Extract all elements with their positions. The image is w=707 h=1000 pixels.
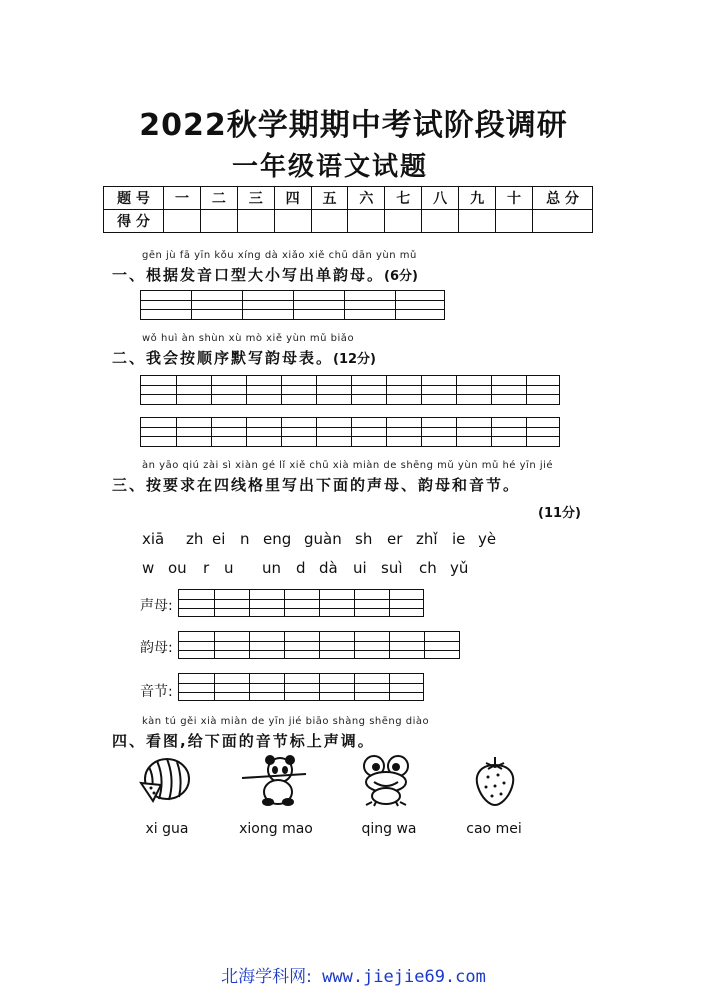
q3-pinyin: àn yāo qiú zài sì xiàn gé lǐ xiě chū xià miàn de shēng mǔ yùn mǔ hé yīn jié — [142, 460, 554, 471]
pinyin-item: ei — [212, 530, 226, 548]
score-cell[interactable] — [237, 210, 274, 233]
score-cell[interactable] — [274, 210, 311, 233]
pinyin-item: suì — [381, 559, 403, 577]
q3-text: 三、按要求在四线格里写出下面的声母、韵母和音节。 — [112, 476, 521, 494]
q3-score: (11分) — [538, 506, 581, 521]
q1-writing-grid[interactable] — [140, 290, 445, 320]
pinyin-item: n — [240, 530, 250, 548]
pinyin-item: zh — [186, 530, 204, 548]
q2-writing-grid-1[interactable] — [140, 375, 560, 405]
score-header-cell: 总 分 — [533, 187, 593, 210]
score-table-header-row — [104, 187, 593, 210]
pinyin-item: yè — [478, 530, 497, 548]
pinyin-item: r — [203, 559, 210, 577]
pinyin-item: ie — [452, 530, 466, 548]
pinyin-item: xiā — [142, 530, 165, 548]
footer-site-url[interactable]: www.jiejie69.com — [322, 967, 486, 987]
score-row-label: 得 分 — [104, 210, 164, 233]
q2-score: (12分) — [333, 352, 376, 367]
q3-grid-syllables[interactable] — [178, 673, 424, 701]
q2-text: 二、我会按顺序默写韵母表。 — [112, 349, 334, 367]
pinyin-item: un — [262, 559, 282, 577]
score-cell[interactable] — [164, 210, 201, 233]
q4-text: 四、看图,给下面的音节标上声调。 — [112, 732, 375, 750]
score-header-cell: 九 — [459, 187, 496, 210]
score-cell[interactable] — [533, 210, 593, 233]
watermelon-icon — [135, 755, 195, 805]
q2-pinyin: wǒ huì àn shùn xù mò xiě yùn mǔ biǎo — [142, 333, 355, 344]
pinyin-item: ch — [419, 559, 437, 577]
score-table — [103, 186, 593, 233]
q1-heading — [112, 264, 418, 285]
score-header-cell: 题 号 — [104, 187, 164, 210]
score-table-score-row — [104, 210, 593, 233]
q3-label-syllables: 音节: — [140, 684, 173, 700]
q1-pinyin: gēn jù fā yīn kǒu xíng dà xiǎo xiě chū dān yùn mǔ — [142, 250, 417, 261]
q2-heading — [112, 347, 376, 368]
score-cell[interactable] — [311, 210, 348, 233]
score-header-cell: 四 — [274, 187, 311, 210]
pinyin-item: guàn — [304, 530, 342, 548]
frog-icon — [356, 752, 416, 807]
pinyin-item: ui — [353, 559, 367, 577]
pinyin-item: yǔ — [450, 559, 469, 577]
score-cell[interactable] — [348, 210, 385, 233]
footer-watermark — [0, 962, 707, 987]
score-header-cell: 十 — [496, 187, 533, 210]
score-cell[interactable] — [496, 210, 533, 233]
q3-label-initials: 声母: — [140, 598, 173, 614]
q4-caption: cao mei — [466, 821, 522, 837]
score-header-cell: 二 — [200, 187, 237, 210]
q3-pinyin-row-1 — [0, 530, 707, 550]
score-header-cell: 一 — [164, 187, 201, 210]
q3-pinyin-row-2 — [0, 559, 707, 579]
score-header-cell: 八 — [422, 187, 459, 210]
pinyin-item: ou — [168, 559, 187, 577]
pinyin-item: w — [142, 559, 155, 577]
strawberry-icon — [470, 753, 520, 808]
score-cell[interactable] — [385, 210, 422, 233]
score-header-cell: 六 — [348, 187, 385, 210]
score-cell[interactable] — [200, 210, 237, 233]
q1-text: 一、根据发音口型大小写出单韵母。 — [112, 266, 385, 284]
pinyin-item: sh — [355, 530, 373, 548]
pinyin-item: dà — [319, 559, 338, 577]
pinyin-item: zhǐ — [416, 530, 438, 548]
page-subtitle: 一年级语文试题 — [231, 152, 428, 182]
page-title: 2022秋学期期中考试阶段调研 — [139, 108, 568, 143]
panda-icon — [240, 752, 310, 807]
pinyin-item: eng — [263, 530, 292, 548]
pinyin-item: er — [387, 530, 403, 548]
q3-grid-initials[interactable] — [178, 589, 424, 617]
q4-caption: xi gua — [145, 821, 189, 837]
score-header-cell: 五 — [311, 187, 348, 210]
score-cell[interactable] — [422, 210, 459, 233]
q4-caption: xiong mao — [239, 821, 313, 837]
pinyin-item: d — [296, 559, 306, 577]
pinyin-item: u — [224, 559, 234, 577]
score-header-cell: 三 — [237, 187, 274, 210]
score-header-cell: 七 — [385, 187, 422, 210]
score-cell[interactable] — [459, 210, 496, 233]
footer-site-name: 北海学科网: — [221, 967, 312, 987]
q3-heading — [112, 474, 520, 495]
q4-heading — [112, 730, 375, 751]
q1-score: (6分) — [384, 269, 418, 284]
q3-label-finals: 韵母: — [140, 640, 173, 656]
q4-pinyin: kàn tú gěi xià miàn de yīn jié biāo shàng shēng diào — [142, 716, 430, 727]
q4-caption: qing wa — [361, 821, 417, 837]
q2-writing-grid-2[interactable] — [140, 417, 560, 447]
q3-grid-finals[interactable] — [178, 631, 460, 659]
